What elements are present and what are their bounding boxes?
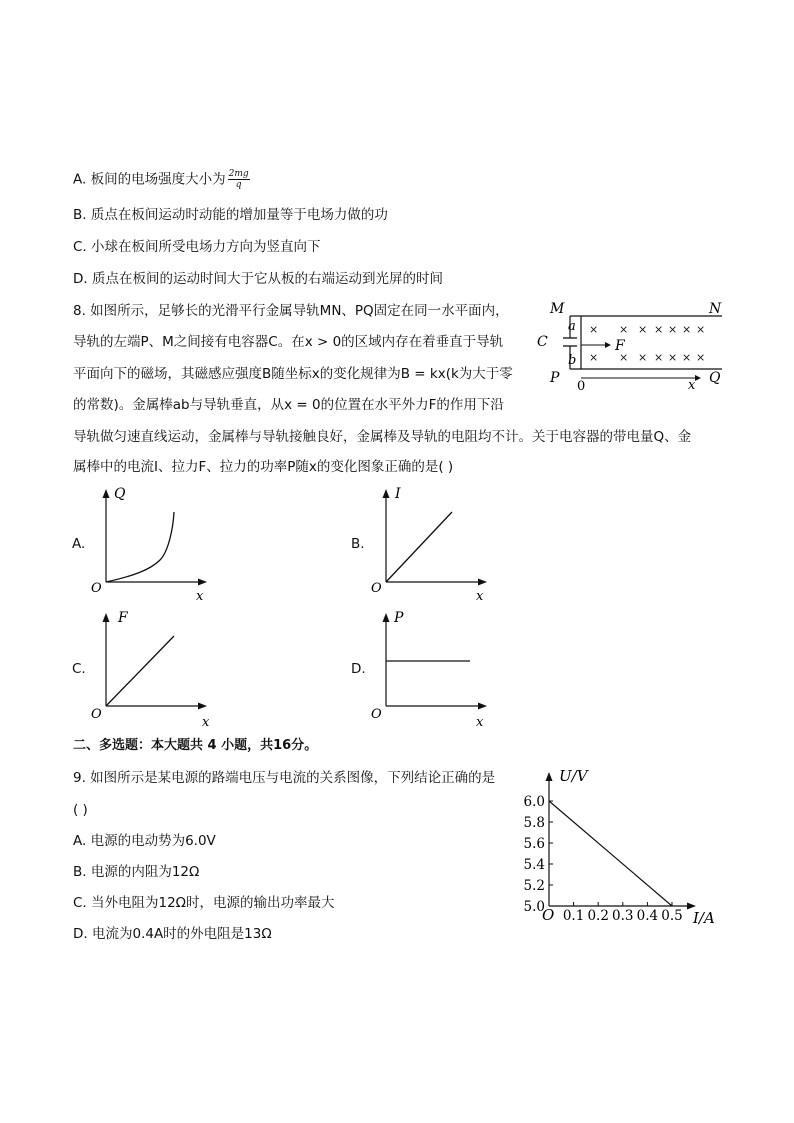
label-P: P (550, 370, 560, 386)
q8-stem-line-2: 导轨的左端P、M之间接有电容器C。在x > 0的区域内存在着垂直于导轨 (73, 334, 504, 350)
q9-option-a: A. 电源的电动势为6.0V (73, 833, 216, 849)
chart-y-label: U/V (559, 767, 588, 785)
label-M: M (550, 301, 565, 317)
q8-option-c-label: C. (72, 661, 86, 677)
q8-option-a-graph (88, 482, 218, 604)
q8-option-d-graph (368, 606, 498, 728)
q7-option-d: D. 质点在板间的运动时间大于它从板的右端运动到光屏的时间 (73, 271, 443, 287)
y-tick-label: 5.6 (523, 836, 545, 852)
label-C: C (537, 334, 548, 350)
cross-mark: × (696, 351, 706, 364)
y-tick-label: 5.8 (523, 815, 545, 831)
origin-label: O (91, 707, 102, 722)
x-tick-label: 0.4 (636, 908, 659, 924)
axis-label-x: x (196, 589, 204, 604)
axis-label-q: Q (114, 486, 126, 502)
cross-mark: × (589, 351, 599, 364)
axis-label-x: x (476, 589, 484, 604)
x-tick-label: 0.2 (587, 908, 609, 924)
chart-ticks (524, 794, 683, 924)
axis-label-i: I (395, 486, 401, 502)
chart-x-label: I/A (693, 909, 715, 927)
y-tick-label: 5.2 (523, 878, 545, 894)
cross-mark: × (619, 351, 629, 364)
axis-label-x: x (476, 715, 484, 728)
q8-option-a-label: A. (72, 536, 86, 552)
cross-mark: × (638, 323, 648, 336)
q7-option-b: B. 质点在板间运动时动能的增加量等于电场力做的功 (73, 207, 388, 223)
q8-option-b-label: B. (351, 536, 365, 552)
cross-mark: × (619, 323, 629, 336)
cross-mark: × (638, 351, 648, 364)
label-x: x (688, 378, 696, 390)
y-tick-label: 6.0 (523, 794, 545, 810)
q7-option-a (73, 169, 250, 190)
q9-stem-line-1: 9. 如图所示是某电源的路端电压与电流的关系图像，下列结论正确的是 (73, 770, 496, 786)
q8-option-c-graph (88, 606, 218, 728)
x-tick-label: 0.5 (661, 908, 683, 924)
section-heading: 二、多选题：本大题共 4 小题，共16分。 (73, 738, 318, 753)
q8-stem-line-1: 8. 如图所示，足够长的光滑平行金属导轨MN、PQ固定在同一水平面内， (73, 303, 509, 319)
cross-mark: × (654, 351, 664, 364)
q7-option-c: C. 小球在板间所受电场力方向为竖直向下 (73, 239, 321, 255)
q8-option-d-label: D. (351, 661, 366, 677)
q7-option-a-fraction (228, 169, 250, 190)
q9-option-c: C. 当外电阻为12Ω时，电源的输出功率最大 (73, 895, 335, 911)
q9-option-d: D. 电流为0.4A时的外电阻是13Ω (73, 926, 272, 942)
label-Q: Q (709, 370, 721, 386)
cross-mark: × (589, 323, 599, 336)
origin-label: O (371, 581, 382, 596)
q7-option-a-text: A. 板间的电场强度大小为 (73, 171, 226, 188)
label-zero: 0 (577, 379, 586, 390)
q9-ui-chart (515, 765, 730, 933)
cross-mark: × (668, 351, 678, 364)
cross-mark: × (696, 323, 706, 336)
cross-mark: × (682, 323, 692, 336)
cross-mark: × (654, 323, 664, 336)
q8-stem-line-6: 属棒中的电流I、拉力F、拉力的功率P随x的变化图象正确的是( ) (73, 459, 454, 475)
origin-label: O (371, 707, 382, 722)
label-a: a (568, 319, 576, 334)
origin-label: O (91, 581, 102, 596)
axis-label-x: x (202, 715, 210, 728)
series-line (549, 801, 672, 906)
q8-stem-line-3: 平面向下的磁场，其磁感应强度B随坐标x的变化规律为B = kx(k为大于零 (73, 366, 513, 382)
chart-series (549, 801, 672, 906)
cross-mark: × (682, 351, 692, 364)
label-N: N (709, 301, 722, 317)
fraction-numerator: 2mg (228, 169, 249, 179)
q8-option-b-graph (368, 482, 498, 604)
q8-stem-line-4: 的常数)。金属棒ab与导轨垂直，从x = 0的位置在水平外力F的作用下沿 (73, 397, 504, 413)
label-b: b (568, 353, 577, 368)
axis-label-p: P (394, 610, 404, 626)
y-tick-label: 5.4 (523, 857, 545, 873)
y-axis-arrow (546, 772, 553, 781)
q8-stem-line-5: 导轨做匀速直线运动，金属棒与导轨接触良好，金属棒及导轨的电阻均不计。关于电容器的带电量Q、金 (73, 429, 692, 445)
axis-label-f: F (118, 610, 128, 626)
q9-stem-line-2: ( ) (73, 802, 88, 818)
chart-axes (546, 772, 697, 910)
q9-option-b: B. 电源的内阻为12Ω (73, 864, 200, 880)
fraction-denominator: q (235, 180, 242, 190)
cross-mark: × (668, 323, 678, 336)
x-tick-label: 0.1 (562, 908, 585, 924)
chart-origin-label: O (542, 906, 555, 924)
y-tick-label: 5.0 (523, 899, 545, 915)
x-tick-label: 0.3 (612, 908, 634, 924)
label-F: F (615, 338, 625, 354)
q8-rail-figure (530, 298, 730, 390)
